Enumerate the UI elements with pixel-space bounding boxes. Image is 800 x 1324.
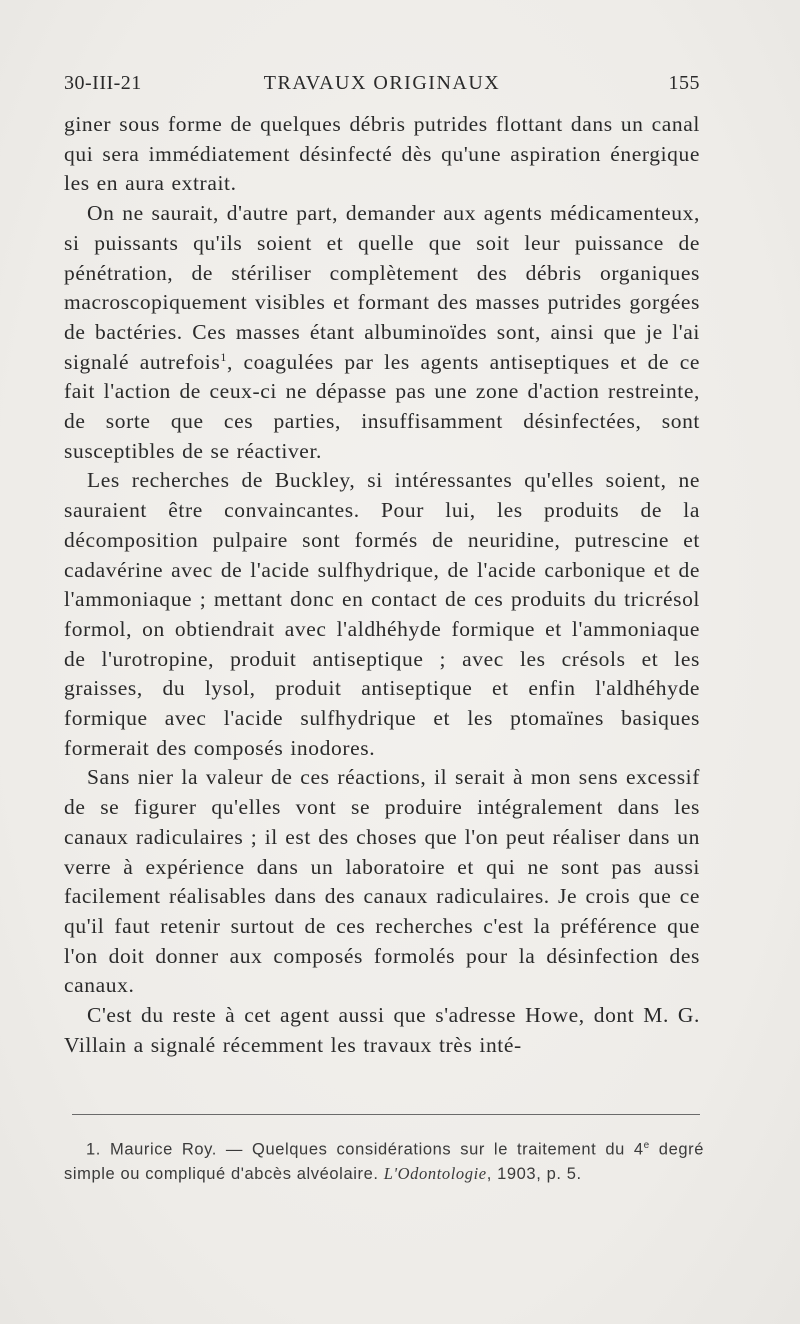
footnote-superscript: e [643,1140,650,1151]
footnote-text: Maurice Roy. — Quelques considérations sur le traitement du 4 [109,1140,644,1159]
paragraph [64,466,700,763]
header-date: 30-III-21 [64,72,142,94]
header-title: TRAVAUX ORIGINAUX [263,72,501,94]
page-number: 155 [668,72,700,94]
footnote-text-3: , 1903, p. 5. [486,1164,582,1183]
paragraph-text: giner sous forme de quelques débris putrides flottant dans un canal qui sera immédiatement désinfecté dès qu'une aspiration énergique les en aura extrait. [64,112,700,196]
paragraph-text: C'est du reste à cet agent aussi que s'adresse Howe, dont M. G. Villain a signalé récemment les travaux très inté- [64,1003,700,1057]
paragraph-text: Sans nier la valeur de ces réactions, il serait à mon sens excessif de se figurer qu'elles vont se produire intégralement dans les canaux radiculaires ; il est des choses que l'on peut réaliser dans un verre à expérience dans un laboratoire et qui ne sont pas aussi facilement réalisables dans des canaux radiculaires. Je crois que ce qu'il faut retenir surtout de ces recherches c'est la préférence que l'on doit donner aux composés formolés pour la désinfection des canaux. [64,765,700,998]
footnote-text-2: degré simple ou compliqué d'abcès alvéolaire. [64,1140,705,1183]
journal-title: L'Odontologie [383,1163,487,1183]
paragraph [64,763,700,1001]
paragraph [64,110,700,199]
paragraph-text: , coagulées par les agents antiseptiques et de ce fait l'action de ceux-ci ne dépasse pas une zone d'action restreinte, de sorte que ces parties, insuffisamment désinfectées, sont susceptibles de se réactiver. [64,349,700,463]
paragraph-text: On ne saurait, d'autre part, demander aux agents médicamenteux, si puissants qu'ils soient et quelle que soit leur puissance de pénétration, de stériliser complètement des débris organiques macroscopiquement visibles et formant des masses putrides gorgées de bactéries. Ces masses étant albuminoïdes sont, ainsi que je l'ai signalé autrefois [64,201,700,374]
paragraph [64,1001,700,1060]
footnote-reference[interactable]: 1 [220,349,227,364]
paragraph [64,199,700,466]
footnote [64,1134,704,1186]
footnote-divider [72,1114,700,1115]
footnote-body [64,1134,704,1186]
running-header [64,72,700,102]
paragraph-text: Les recherches de Buckley, si intéressantes qu'elles soient, ne sauraient être convaincantes. Pour lui, les produits de la décomposition pulpaire sont formés de neuridine, putrescine et cadavérine avec de l'acide sulfhydrique, de l'acide carbonique et de l'ammoniaque ; mettant donc en contact de ces produits du tricrésol formol, on obtiendrait avec l'aldhéhyde formique et l'ammoniaque de l'urotropine, produit antiseptique ; avec les crésols et les graisses, du lysol, produit antiseptique et enfin l'aldhéhyde formique avec l'acide sulfhydrique et les ptomaïnes basiques formerait des composés inodores. [64,468,700,760]
body-text [64,110,700,1061]
footnote-number: 1. [86,1140,101,1159]
